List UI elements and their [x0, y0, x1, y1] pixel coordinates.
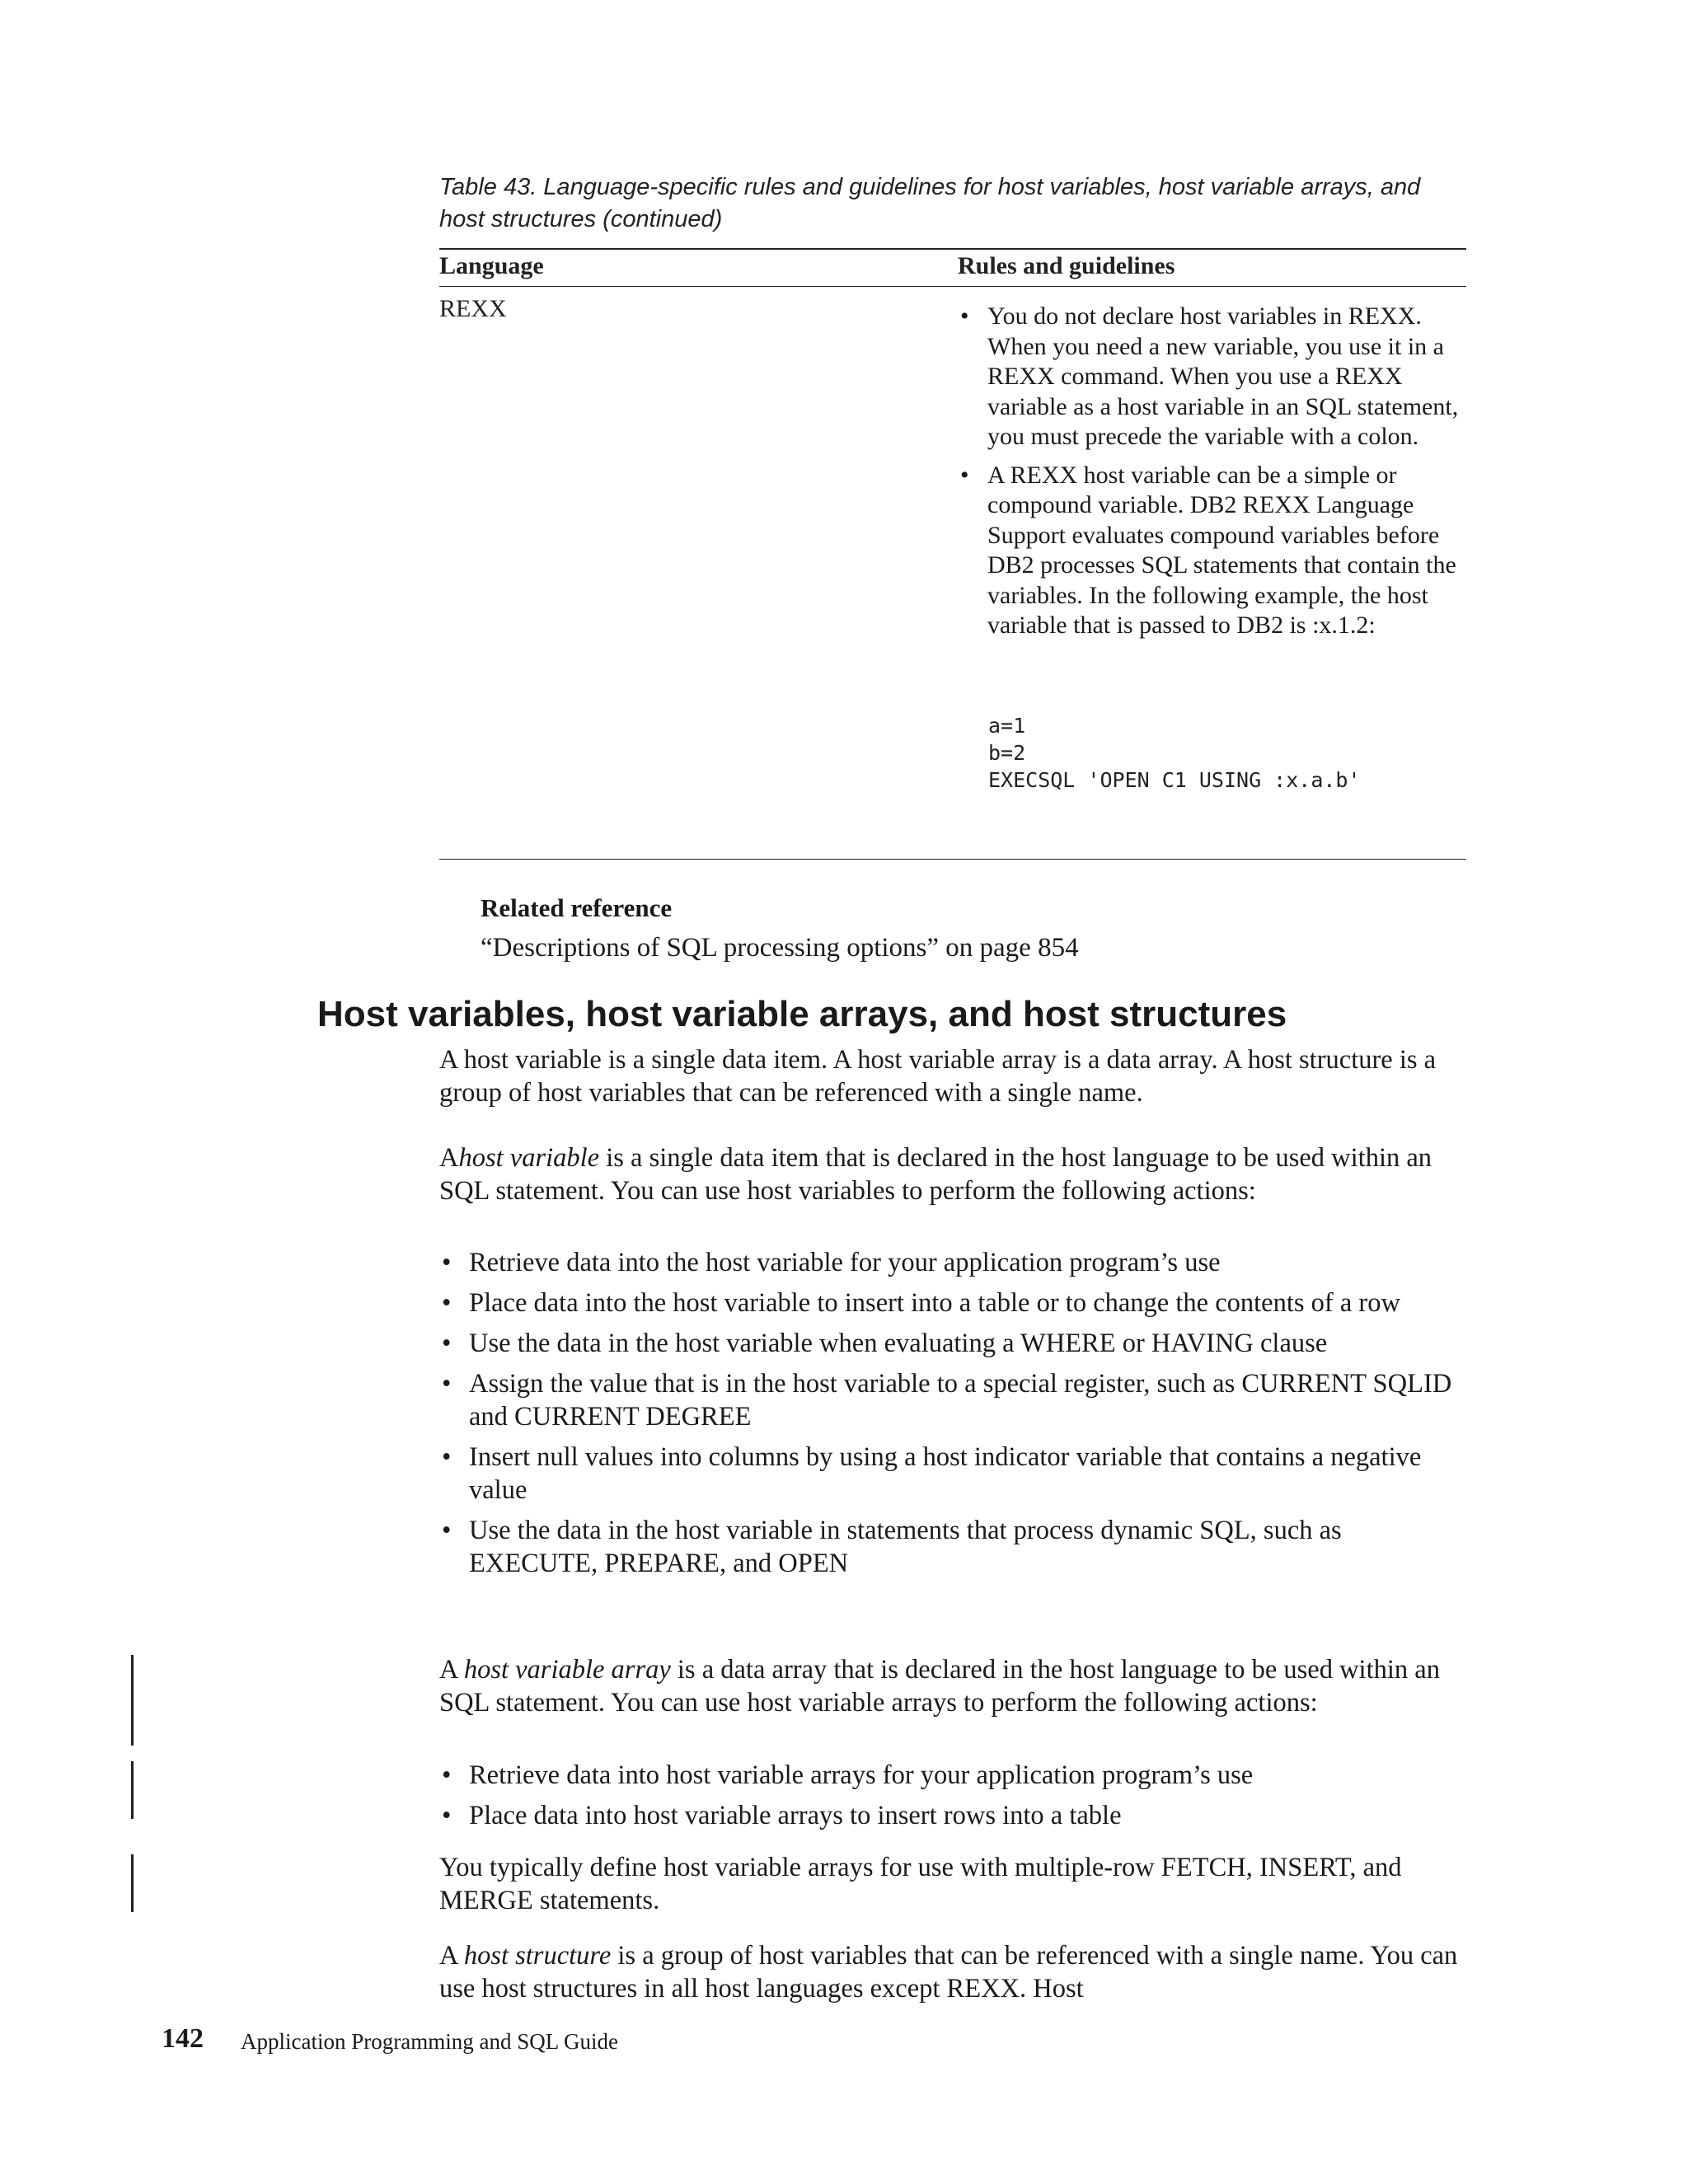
- host-variable-array-note: You typically define host variable arrays for use with multiple-row FETCH, INSERT, and MERGE statements.: [439, 1853, 1402, 1915]
- para-text: is a data array that is declared in the host language to be used within an SQL statement. You can use host variable arrays to perform the following actions:: [439, 1655, 1440, 1718]
- code-example: a=1 b=2 EXECSQL 'OPEN C1 USING :x.a.b': [988, 714, 1361, 792]
- related-reference-title: Related reference: [481, 893, 673, 922]
- list-item: • Insert null values into columns by using a host indicator variable that contains a negative value: [439, 1441, 1470, 1507]
- list-item: • Retrieve data into the host variable for your application program’s use: [439, 1246, 1470, 1279]
- list-item: • Use the data in the host variable when evaluating a WHERE or HAVING clause: [439, 1327, 1470, 1360]
- host-variable-array-actions: [439, 1759, 1470, 1840]
- host-variable-actions: [439, 1246, 1470, 1587]
- table-header-rule: [439, 286, 1466, 287]
- term-host-variable: host variable: [458, 1143, 600, 1173]
- term-host-variable-array: host variable array: [463, 1655, 671, 1685]
- para-text: A: [439, 1143, 459, 1173]
- list-item: • Assign the value that is in the host variable to a special register, such as CURRENT SQLID and CURRENT DEGREE: [439, 1367, 1470, 1433]
- list-item: • Retrieve data into host variable arrays for your application program’s use: [439, 1759, 1470, 1792]
- para-text: A: [439, 1655, 464, 1685]
- change-bar: [131, 1761, 134, 1819]
- table-caption: Table 43. Language-specific rules and guidelines for host variables, host variable arrays, and host structures (continued): [439, 174, 1421, 232]
- host-variable-array-paragraph: [439, 1653, 1470, 1719]
- table-cell-language: REXX: [439, 295, 507, 322]
- table-cell-rules: [958, 302, 1477, 649]
- table-top-rule: [439, 248, 1466, 250]
- term-host-structure: host structure: [463, 1941, 612, 1971]
- para-text: is a single data item that is declared in the host language to be used within an SQL statement. You can use host variables to perform the following actions:: [439, 1143, 1432, 1206]
- list-item: • You do not declare host variables in REXX. When you need a new variable, you use it in a REXX command. When you use a REXX variable as a host variable in an SQL statement, you must precede the variable with a colon.: [958, 302, 1477, 452]
- list-item: • A REXX host variable can be a simple or compound variable. DB2 REXX Language Support evaluates compound variables before DB2 processes SQL statements that contain the variables. In the following example, the host variable that is passed to DB2 is :x.1.2:: [958, 461, 1477, 641]
- table-bottom-rule: [439, 859, 1466, 860]
- table-header-rules: Rules and guidelines: [958, 252, 1175, 279]
- section-heading: Host variables, host variable arrays, and host structures: [317, 994, 1287, 1034]
- host-variable-paragraph: [439, 1141, 1470, 1207]
- change-bar: [131, 1854, 134, 1912]
- list-item: • Place data into host variable arrays to insert rows into a table: [439, 1799, 1470, 1832]
- book-title: Application Programming and SQL Guide: [241, 2029, 618, 2054]
- para-text: A: [439, 1941, 464, 1971]
- list-item: • Place data into the host variable to insert into a table or to change the contents of a row: [439, 1286, 1470, 1319]
- para-text: is a group of host variables that can be referenced with a single name. You can use host structures in all host languages except REXX. Host: [439, 1941, 1458, 2004]
- intro-paragraph: A host variable is a single data item. A host variable array is a data array. A host structure is a group of host variables that can be referenced with a single name.: [439, 1045, 1437, 1108]
- list-item: • Use the data in the host variable in statements that process dynamic SQL, such as EXECUTE, PREPARE, and OPEN: [439, 1514, 1470, 1580]
- page-number: 142: [162, 2023, 204, 2054]
- related-reference-link[interactable]: “Descriptions of SQL processing options” on page 854: [481, 933, 1079, 963]
- change-bar: [131, 1655, 134, 1746]
- host-structure-paragraph: [439, 1939, 1470, 2005]
- table-header-language: Language: [439, 252, 544, 279]
